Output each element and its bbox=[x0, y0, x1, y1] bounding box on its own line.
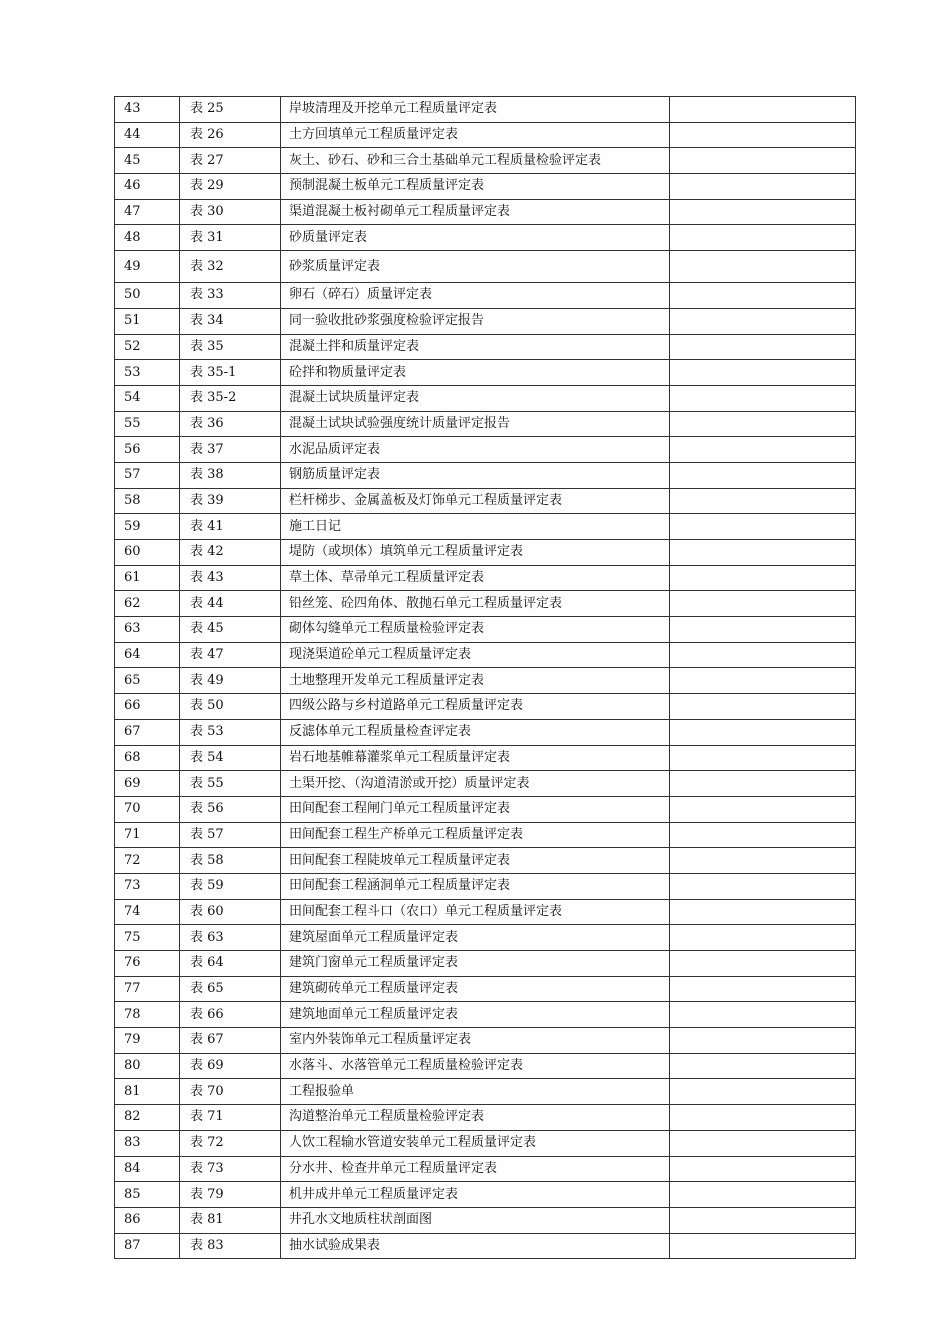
form-name-cell: 田间配套工程闸门单元工程质量评定表 bbox=[281, 796, 670, 822]
form-code-cell: 表 34 bbox=[180, 308, 281, 334]
row-number-cell: 51 bbox=[115, 308, 180, 334]
remark-cell bbox=[670, 437, 856, 463]
row-number-cell: 76 bbox=[115, 951, 180, 977]
table-row bbox=[115, 411, 856, 437]
row-number-cell: 49 bbox=[115, 251, 180, 283]
table-row bbox=[115, 617, 856, 643]
form-name-cell: 水落斗、水落管单元工程质量检验评定表 bbox=[281, 1053, 670, 1079]
table-row bbox=[115, 540, 856, 566]
table-row bbox=[115, 1105, 856, 1131]
row-number-cell: 70 bbox=[115, 796, 180, 822]
table-row bbox=[115, 591, 856, 617]
row-number-cell: 61 bbox=[115, 565, 180, 591]
form-code-cell: 表 72 bbox=[180, 1130, 281, 1156]
row-number-cell: 82 bbox=[115, 1105, 180, 1131]
form-name-cell: 同一验收批砂浆强度检验评定报告 bbox=[281, 308, 670, 334]
form-name-cell: 建筑屋面单元工程质量评定表 bbox=[281, 925, 670, 951]
row-number-cell: 55 bbox=[115, 411, 180, 437]
form-name-cell: 砂浆质量评定表 bbox=[281, 251, 670, 283]
form-name-cell: 预制混凝土板单元工程质量评定表 bbox=[281, 174, 670, 200]
table-row bbox=[115, 148, 856, 174]
row-number-cell: 73 bbox=[115, 873, 180, 899]
table-row bbox=[115, 1079, 856, 1105]
remark-cell bbox=[670, 873, 856, 899]
form-code-cell: 表 35-1 bbox=[180, 360, 281, 386]
row-number-cell: 79 bbox=[115, 1028, 180, 1054]
form-name-cell: 田间配套工程斗口（农口）单元工程质量评定表 bbox=[281, 899, 670, 925]
remark-cell bbox=[670, 565, 856, 591]
table-row bbox=[115, 97, 856, 123]
table-row bbox=[115, 719, 856, 745]
remark-cell bbox=[670, 1079, 856, 1105]
form-name-cell: 室内外装饰单元工程质量评定表 bbox=[281, 1028, 670, 1054]
form-name-cell: 混凝土试块试验强度统计质量评定报告 bbox=[281, 411, 670, 437]
form-name-cell: 现浇渠道砼单元工程质量评定表 bbox=[281, 642, 670, 668]
row-number-cell: 62 bbox=[115, 591, 180, 617]
row-number-cell: 68 bbox=[115, 745, 180, 771]
remark-cell bbox=[670, 385, 856, 411]
table-row bbox=[115, 199, 856, 225]
remark-cell bbox=[670, 514, 856, 540]
table-row bbox=[115, 873, 856, 899]
table-row bbox=[115, 1156, 856, 1182]
remark-cell bbox=[670, 1207, 856, 1233]
form-code-cell: 表 69 bbox=[180, 1053, 281, 1079]
remark-cell bbox=[670, 951, 856, 977]
table-row bbox=[115, 385, 856, 411]
form-code-cell: 表 54 bbox=[180, 745, 281, 771]
row-number-cell: 57 bbox=[115, 462, 180, 488]
remark-cell bbox=[670, 97, 856, 123]
form-code-cell: 表 64 bbox=[180, 951, 281, 977]
table-row bbox=[115, 360, 856, 386]
remark-cell bbox=[670, 334, 856, 360]
table-row bbox=[115, 174, 856, 200]
table-row bbox=[115, 1002, 856, 1028]
row-number-cell: 77 bbox=[115, 976, 180, 1002]
row-number-cell: 45 bbox=[115, 148, 180, 174]
row-number-cell: 44 bbox=[115, 122, 180, 148]
row-number-cell: 78 bbox=[115, 1002, 180, 1028]
form-index-table bbox=[114, 96, 856, 1259]
table-row bbox=[115, 1233, 856, 1259]
table-row bbox=[115, 925, 856, 951]
row-number-cell: 54 bbox=[115, 385, 180, 411]
table-row bbox=[115, 1130, 856, 1156]
remark-cell bbox=[670, 771, 856, 797]
row-number-cell: 74 bbox=[115, 899, 180, 925]
form-name-cell: 草土体、草帚单元工程质量评定表 bbox=[281, 565, 670, 591]
row-number-cell: 85 bbox=[115, 1182, 180, 1208]
form-name-cell: 堤防（或坝体）填筑单元工程质量评定表 bbox=[281, 540, 670, 566]
remark-cell bbox=[670, 1130, 856, 1156]
remark-cell bbox=[670, 745, 856, 771]
form-code-cell: 表 57 bbox=[180, 822, 281, 848]
row-number-cell: 48 bbox=[115, 225, 180, 251]
form-code-cell: 表 45 bbox=[180, 617, 281, 643]
remark-cell bbox=[670, 822, 856, 848]
table-row bbox=[115, 668, 856, 694]
remark-cell bbox=[670, 199, 856, 225]
remark-cell bbox=[670, 694, 856, 720]
form-code-cell: 表 83 bbox=[180, 1233, 281, 1259]
remark-cell bbox=[670, 488, 856, 514]
row-number-cell: 69 bbox=[115, 771, 180, 797]
row-number-cell: 58 bbox=[115, 488, 180, 514]
form-name-cell: 混凝土试块质量评定表 bbox=[281, 385, 670, 411]
table-row bbox=[115, 796, 856, 822]
form-code-cell: 表 67 bbox=[180, 1028, 281, 1054]
table-row bbox=[115, 225, 856, 251]
row-number-cell: 72 bbox=[115, 848, 180, 874]
remark-cell bbox=[670, 1233, 856, 1259]
table-row bbox=[115, 951, 856, 977]
table-row bbox=[115, 1028, 856, 1054]
form-name-cell: 抽水试验成果表 bbox=[281, 1233, 670, 1259]
remark-cell bbox=[670, 899, 856, 925]
table-row bbox=[115, 251, 856, 283]
row-number-cell: 52 bbox=[115, 334, 180, 360]
table-row bbox=[115, 334, 856, 360]
table-row bbox=[115, 308, 856, 334]
form-name-cell: 工程报验单 bbox=[281, 1079, 670, 1105]
remark-cell bbox=[670, 848, 856, 874]
form-name-cell: 土地整理开发单元工程质量评定表 bbox=[281, 668, 670, 694]
form-code-cell: 表 37 bbox=[180, 437, 281, 463]
row-number-cell: 64 bbox=[115, 642, 180, 668]
row-number-cell: 59 bbox=[115, 514, 180, 540]
form-name-cell: 田间配套工程陡坡单元工程质量评定表 bbox=[281, 848, 670, 874]
form-code-cell: 表 27 bbox=[180, 148, 281, 174]
form-name-cell: 灰土、砂石、砂和三合土基础单元工程质量检验评定表 bbox=[281, 148, 670, 174]
form-name-cell: 分水井、检查井单元工程质量评定表 bbox=[281, 1156, 670, 1182]
row-number-cell: 43 bbox=[115, 97, 180, 123]
row-number-cell: 67 bbox=[115, 719, 180, 745]
form-code-cell: 表 33 bbox=[180, 283, 281, 309]
remark-cell bbox=[670, 283, 856, 309]
form-name-cell: 砼拌和物质量评定表 bbox=[281, 360, 670, 386]
table-row bbox=[115, 437, 856, 463]
form-name-cell: 岩石地基帷幕灌浆单元工程质量评定表 bbox=[281, 745, 670, 771]
form-name-cell: 砂质量评定表 bbox=[281, 225, 670, 251]
form-name-cell: 渠道混凝土板衬砌单元工程质量评定表 bbox=[281, 199, 670, 225]
row-number-cell: 84 bbox=[115, 1156, 180, 1182]
form-code-cell: 表 36 bbox=[180, 411, 281, 437]
remark-cell bbox=[670, 148, 856, 174]
form-name-cell: 沟道整治单元工程质量检验评定表 bbox=[281, 1105, 670, 1131]
form-name-cell: 施工日记 bbox=[281, 514, 670, 540]
form-code-cell: 表 81 bbox=[180, 1207, 281, 1233]
form-code-cell: 表 60 bbox=[180, 899, 281, 925]
remark-cell bbox=[670, 1156, 856, 1182]
row-number-cell: 71 bbox=[115, 822, 180, 848]
form-code-cell: 表 79 bbox=[180, 1182, 281, 1208]
form-name-cell: 混凝土拌和质量评定表 bbox=[281, 334, 670, 360]
remark-cell bbox=[670, 1182, 856, 1208]
form-name-cell: 人饮工程输水管道安装单元工程质量评定表 bbox=[281, 1130, 670, 1156]
remark-cell bbox=[670, 642, 856, 668]
table-row bbox=[115, 848, 856, 874]
form-code-cell: 表 49 bbox=[180, 668, 281, 694]
table-body bbox=[115, 97, 856, 1259]
form-name-cell: 田间配套工程涵洞单元工程质量评定表 bbox=[281, 873, 670, 899]
form-code-cell: 表 38 bbox=[180, 462, 281, 488]
row-number-cell: 86 bbox=[115, 1207, 180, 1233]
table-row bbox=[115, 745, 856, 771]
form-name-cell: 土方回填单元工程质量评定表 bbox=[281, 122, 670, 148]
form-code-cell: 表 73 bbox=[180, 1156, 281, 1182]
row-number-cell: 53 bbox=[115, 360, 180, 386]
table-row bbox=[115, 488, 856, 514]
form-name-cell: 建筑门窗单元工程质量评定表 bbox=[281, 951, 670, 977]
form-name-cell: 岸坡清理及开挖单元工程质量评定表 bbox=[281, 97, 670, 123]
table-row bbox=[115, 642, 856, 668]
form-name-cell: 田间配套工程生产桥单元工程质量评定表 bbox=[281, 822, 670, 848]
table-row bbox=[115, 899, 856, 925]
remark-cell bbox=[670, 668, 856, 694]
form-code-cell: 表 58 bbox=[180, 848, 281, 874]
table-row bbox=[115, 976, 856, 1002]
form-name-cell: 卵石（碎石）质量评定表 bbox=[281, 283, 670, 309]
row-number-cell: 60 bbox=[115, 540, 180, 566]
form-code-cell: 表 71 bbox=[180, 1105, 281, 1131]
remark-cell bbox=[670, 1053, 856, 1079]
form-code-cell: 表 63 bbox=[180, 925, 281, 951]
remark-cell bbox=[670, 617, 856, 643]
remark-cell bbox=[670, 540, 856, 566]
table-row bbox=[115, 1053, 856, 1079]
row-number-cell: 80 bbox=[115, 1053, 180, 1079]
row-number-cell: 83 bbox=[115, 1130, 180, 1156]
form-code-cell: 表 25 bbox=[180, 97, 281, 123]
form-code-cell: 表 30 bbox=[180, 199, 281, 225]
form-name-cell: 反滤体单元工程质量检查评定表 bbox=[281, 719, 670, 745]
remark-cell bbox=[670, 796, 856, 822]
remark-cell bbox=[670, 719, 856, 745]
remark-cell bbox=[670, 1002, 856, 1028]
form-name-cell: 栏杆梯步、金属盖板及灯饰单元工程质量评定表 bbox=[281, 488, 670, 514]
form-code-cell: 表 29 bbox=[180, 174, 281, 200]
table-row bbox=[115, 694, 856, 720]
remark-cell bbox=[670, 976, 856, 1002]
table-row bbox=[115, 771, 856, 797]
form-code-cell: 表 41 bbox=[180, 514, 281, 540]
form-name-cell: 四级公路与乡村道路单元工程质量评定表 bbox=[281, 694, 670, 720]
table-row bbox=[115, 283, 856, 309]
form-code-cell: 表 35 bbox=[180, 334, 281, 360]
form-code-cell: 表 47 bbox=[180, 642, 281, 668]
form-code-cell: 表 70 bbox=[180, 1079, 281, 1105]
table-row bbox=[115, 514, 856, 540]
row-number-cell: 66 bbox=[115, 694, 180, 720]
remark-cell bbox=[670, 1105, 856, 1131]
table-row bbox=[115, 565, 856, 591]
remark-cell bbox=[670, 462, 856, 488]
row-number-cell: 87 bbox=[115, 1233, 180, 1259]
form-code-cell: 表 56 bbox=[180, 796, 281, 822]
form-name-cell: 水泥品质评定表 bbox=[281, 437, 670, 463]
form-name-cell: 铅丝笼、砼四角体、散抛石单元工程质量评定表 bbox=[281, 591, 670, 617]
row-number-cell: 56 bbox=[115, 437, 180, 463]
form-name-cell: 井孔水文地质柱状剖面图 bbox=[281, 1207, 670, 1233]
row-number-cell: 47 bbox=[115, 199, 180, 225]
form-name-cell: 砌体勾缝单元工程质量检验评定表 bbox=[281, 617, 670, 643]
form-code-cell: 表 59 bbox=[180, 873, 281, 899]
remark-cell bbox=[670, 591, 856, 617]
row-number-cell: 75 bbox=[115, 925, 180, 951]
row-number-cell: 63 bbox=[115, 617, 180, 643]
form-name-cell: 建筑地面单元工程质量评定表 bbox=[281, 1002, 670, 1028]
form-code-cell: 表 53 bbox=[180, 719, 281, 745]
table-row bbox=[115, 1182, 856, 1208]
remark-cell bbox=[670, 251, 856, 283]
remark-cell bbox=[670, 925, 856, 951]
table-row bbox=[115, 822, 856, 848]
form-code-cell: 表 66 bbox=[180, 1002, 281, 1028]
form-name-cell: 机井成井单元工程质量评定表 bbox=[281, 1182, 670, 1208]
remark-cell bbox=[670, 411, 856, 437]
remark-cell bbox=[670, 174, 856, 200]
remark-cell bbox=[670, 1028, 856, 1054]
form-code-cell: 表 44 bbox=[180, 591, 281, 617]
row-number-cell: 81 bbox=[115, 1079, 180, 1105]
table-row bbox=[115, 462, 856, 488]
form-code-cell: 表 31 bbox=[180, 225, 281, 251]
form-code-cell: 表 26 bbox=[180, 122, 281, 148]
row-number-cell: 65 bbox=[115, 668, 180, 694]
form-code-cell: 表 35-2 bbox=[180, 385, 281, 411]
form-code-cell: 表 50 bbox=[180, 694, 281, 720]
form-name-cell: 土渠开挖、（沟道清淤或开挖）质量评定表 bbox=[281, 771, 670, 797]
form-code-cell: 表 32 bbox=[180, 251, 281, 283]
form-code-cell: 表 55 bbox=[180, 771, 281, 797]
form-code-cell: 表 39 bbox=[180, 488, 281, 514]
form-code-cell: 表 42 bbox=[180, 540, 281, 566]
form-code-cell: 表 43 bbox=[180, 565, 281, 591]
remark-cell bbox=[670, 360, 856, 386]
remark-cell bbox=[670, 122, 856, 148]
form-code-cell: 表 65 bbox=[180, 976, 281, 1002]
row-number-cell: 46 bbox=[115, 174, 180, 200]
table-row bbox=[115, 122, 856, 148]
row-number-cell: 50 bbox=[115, 283, 180, 309]
table-row bbox=[115, 1207, 856, 1233]
form-name-cell: 钢筋质量评定表 bbox=[281, 462, 670, 488]
remark-cell bbox=[670, 225, 856, 251]
form-name-cell: 建筑砌砖单元工程质量评定表 bbox=[281, 976, 670, 1002]
remark-cell bbox=[670, 308, 856, 334]
